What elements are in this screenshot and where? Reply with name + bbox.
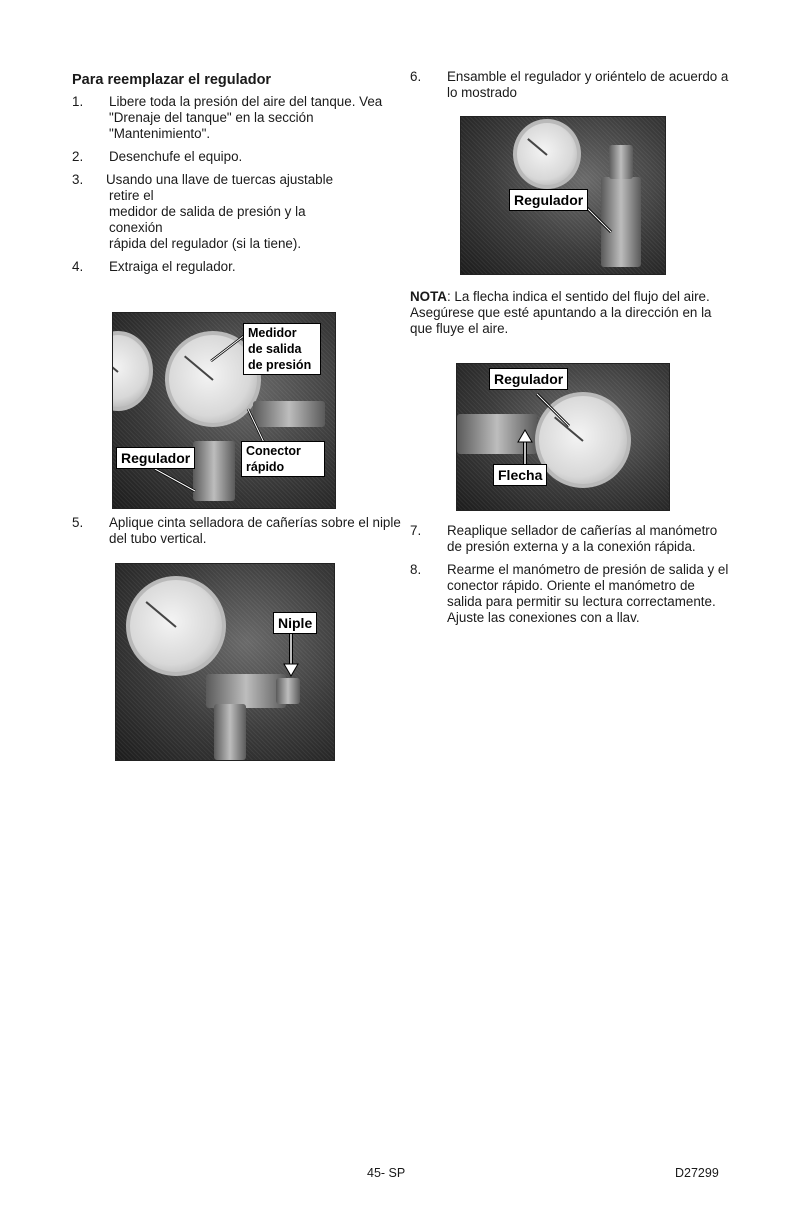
step-number: 1. (72, 94, 84, 109)
step-line: medidor de salida de presión y la (109, 204, 306, 219)
step-text: Aplique cinta selladora de cañerías sobre el niple del tubo vertical. (109, 515, 401, 546)
label-line: Medidor (248, 326, 297, 340)
right-steps (410, 523, 730, 633)
step-number: 7. (410, 523, 422, 538)
photo-nipple (115, 563, 335, 761)
step-4 (72, 259, 392, 275)
photo-flow-arrow (456, 363, 670, 511)
step-7 (410, 523, 730, 555)
label-medidor (243, 323, 321, 375)
step-number: 8. (410, 562, 422, 577)
note-label: NOTA (410, 289, 447, 304)
arrow-lines (116, 564, 334, 760)
page-number: 45- SP (367, 1166, 406, 1180)
step-5 (72, 515, 409, 547)
note-paragraph (410, 289, 730, 337)
label-line: Conector (246, 444, 301, 458)
right-column (410, 69, 730, 108)
step-text: Desenchufe el equipo. (109, 149, 243, 164)
section-heading: Para reemplazar el regulador (72, 72, 272, 88)
step-line: Usando una llave de tuercas ajustable (106, 172, 334, 187)
step-1 (72, 94, 392, 142)
step-8 (410, 562, 730, 626)
note-text (410, 289, 730, 337)
step-text: Reaplique sellador de cañerías al manómetro de presión externa y a la conexión rápida. (447, 523, 718, 554)
label-line: de salida (248, 342, 302, 356)
step-text: Ensamble el regulador y oriéntelo de acuerdo a lo mostrado (447, 69, 729, 100)
label-regulador: Regulador (116, 447, 195, 469)
step-3 (72, 172, 392, 252)
label-flecha: Flecha (493, 464, 547, 486)
step-line: conexión (109, 220, 163, 235)
label-niple: Niple (273, 612, 317, 634)
label-regulador: Regulador (509, 189, 588, 211)
label-regulador: Regulador (489, 368, 568, 390)
step-line: rápida del regulador (si la tiene). (109, 236, 302, 251)
step-6 (410, 69, 730, 101)
photo-regulator-gauge (112, 312, 336, 509)
step-number: 3. (72, 172, 84, 187)
label-line: de presión (248, 358, 312, 372)
document-code: D27299 (675, 1166, 719, 1180)
note-body: : La flecha indica el sentido del flujo del aire. Asegúrese que esté apuntando a la dirección en la que fluye el aire. (410, 289, 712, 336)
step-text: Rearme el manómetro de presión de salida y el conector rápido. Oriente el manómetro de salida para permitir su lectura correctamente. Ajuste las conexiones con a llav. (447, 562, 729, 625)
step-number: 5. (72, 515, 84, 530)
step-2 (72, 149, 392, 165)
step-number: 6. (410, 69, 422, 84)
photo-regulator-installed (460, 116, 666, 275)
step-text: Extraiga el regulador. (109, 259, 236, 274)
label-conector (241, 441, 325, 477)
step-number: 4. (72, 259, 84, 274)
label-line: rápido (246, 460, 285, 474)
step-line: retire el (109, 188, 154, 203)
step-number: 2. (72, 149, 84, 164)
step-text: Libere toda la presión del aire del tanque. Vea "Drenaje del tanque" en la sección "Mantenimiento". (109, 94, 383, 141)
left-column (72, 72, 392, 282)
